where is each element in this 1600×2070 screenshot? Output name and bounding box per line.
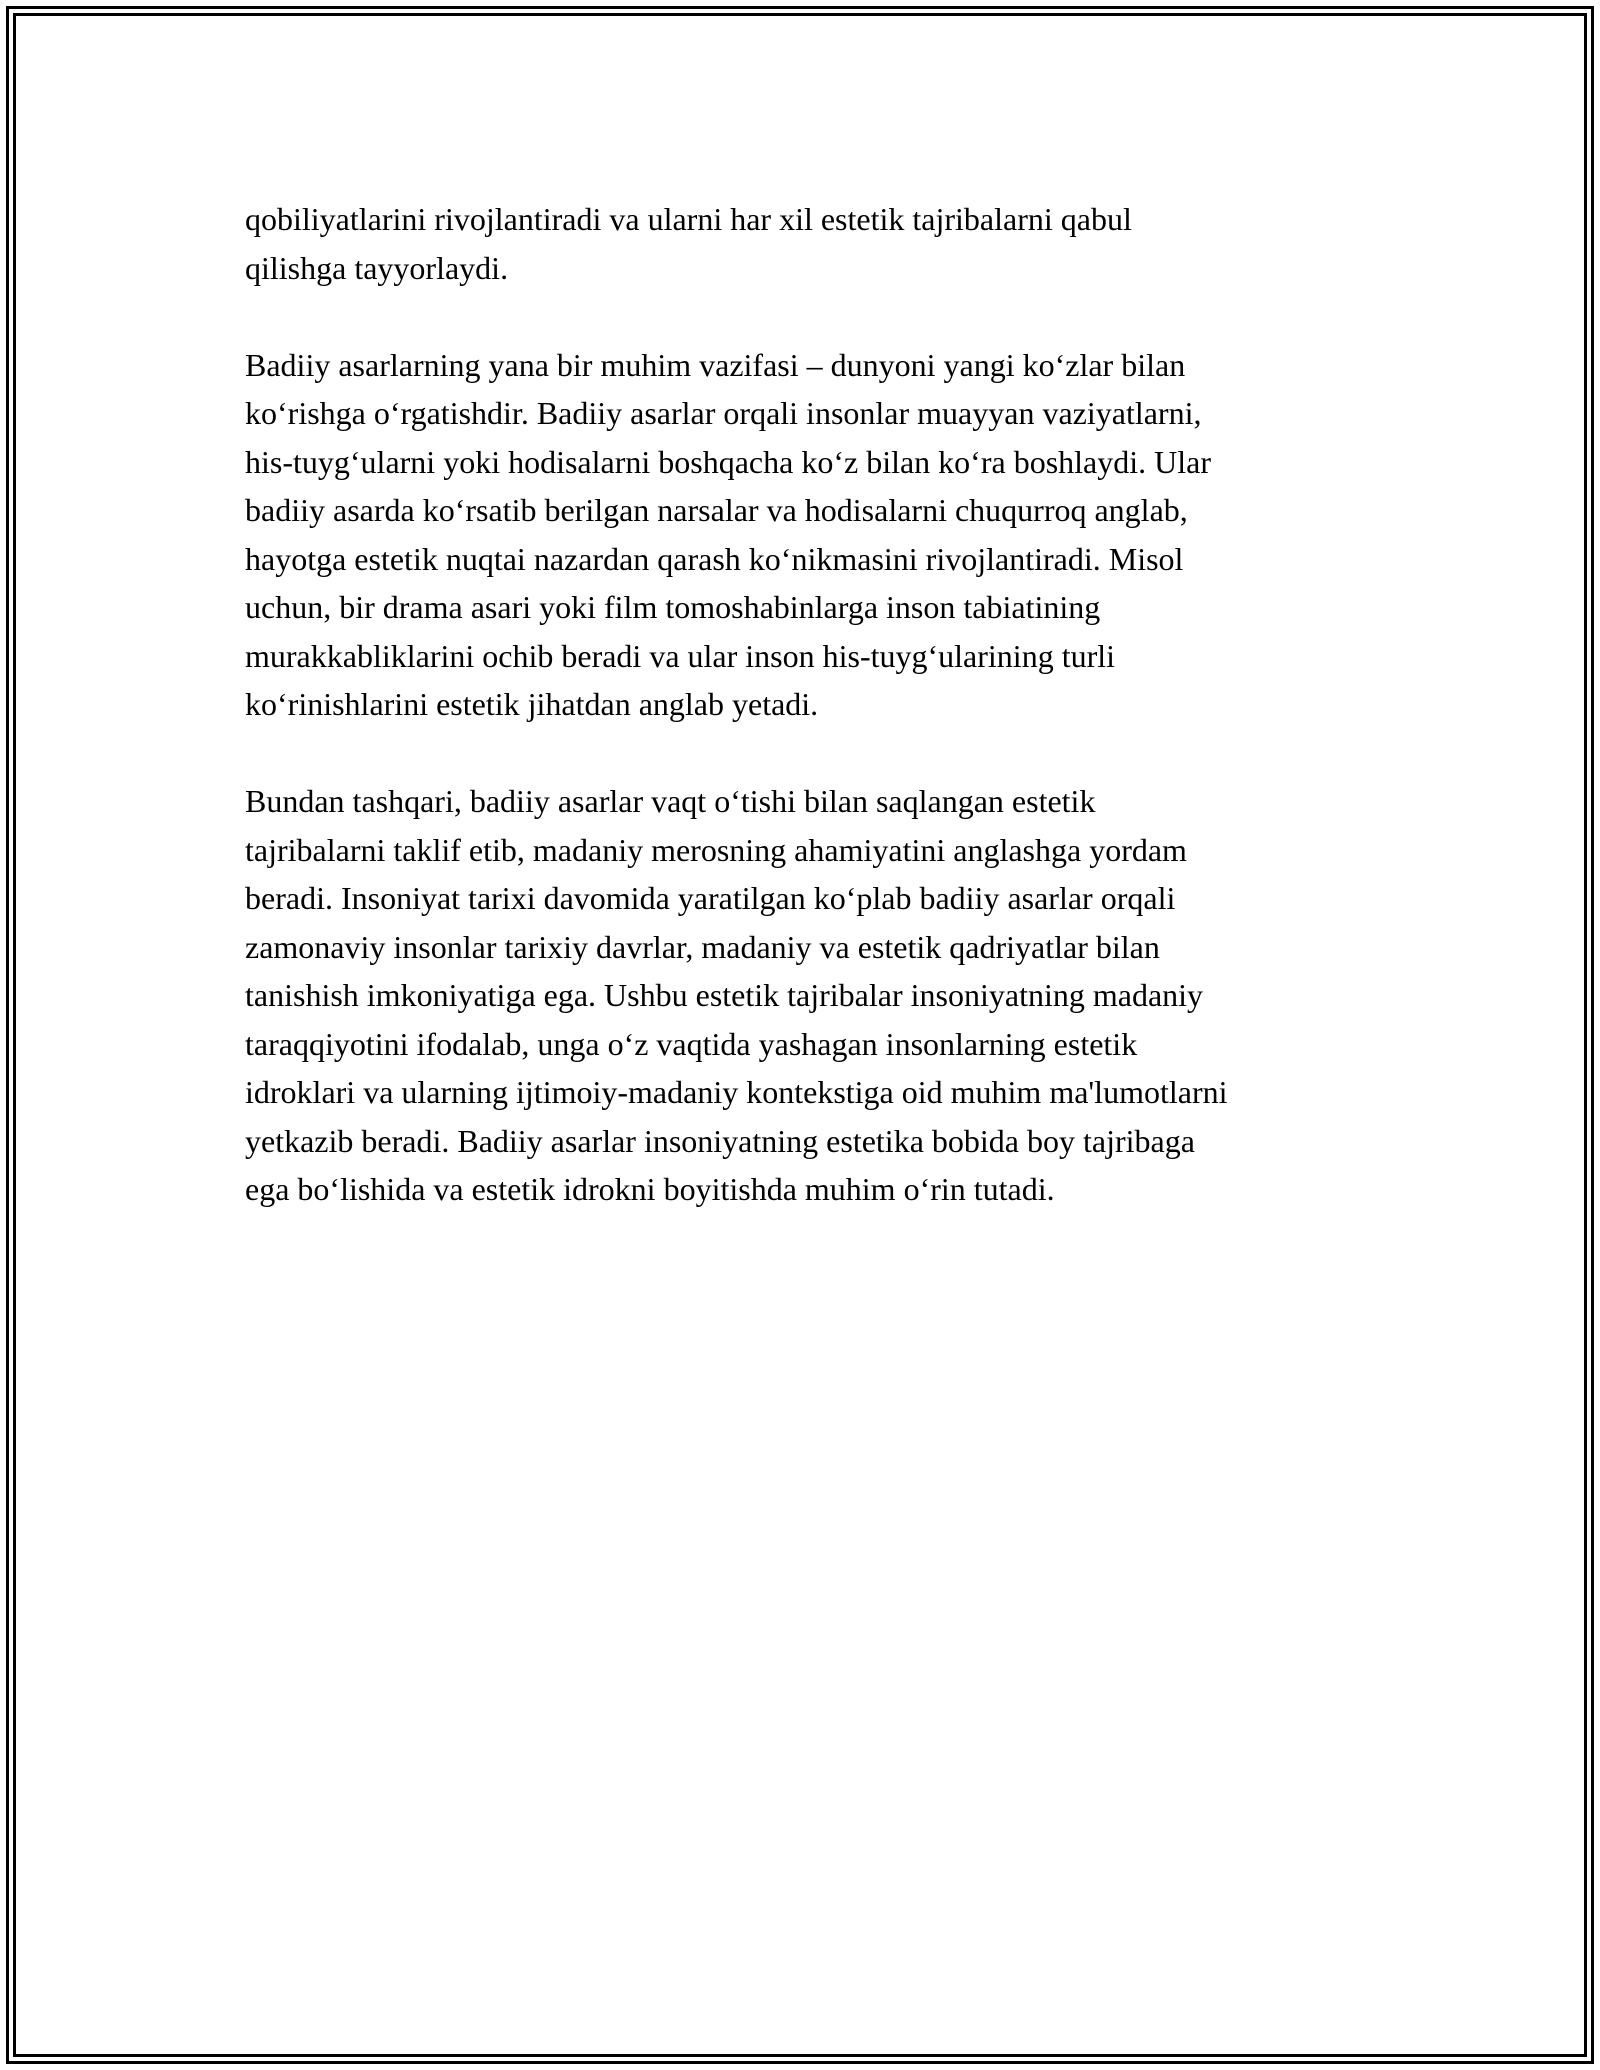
text-line: qilishga tayyorlaydi. — [245, 249, 509, 286]
text-line: murakkabliklarini ochib beradi va ular inson his-tuygʻularining turli — [245, 637, 1116, 674]
paragraph-2 — [245, 341, 1385, 729]
text-line: tanishish imkoniyatiga ega. Ushbu estetik tajribalar insoniyatning madaniy — [245, 977, 1204, 1013]
text-line: tajribalarni taklif etib, madaniy merosning ahamiyatini anglashga yordam — [245, 831, 1187, 868]
paragraph-1 — [245, 195, 1385, 292]
text-line: uchun, bir drama asari yoki film tomoshabinlarga inson tabiatining — [245, 589, 1101, 625]
text-line: idroklari va ularning ijtimoiy-madaniy kontekstiga oid muhim ma'lumotlarni — [245, 1074, 1228, 1110]
page-body — [245, 195, 1385, 1262]
text-line: yetkazib beradi. Badiiy asarlar insoniyatning estetika bobida boy tajribaga — [245, 1122, 1195, 1159]
text-line: koʻrinishlarini estetik jihatdan anglab yetadi. — [245, 686, 819, 722]
text-line: koʻrishga oʻrgatishdir. Badiiy asarlar orqali insonlar muayyan vaziyatlarni, — [245, 395, 1202, 431]
text-line: qobiliyatlarini rivojlantiradi va ularni har xil estetik tajribalarni qabul — [245, 201, 1132, 237]
text-line: Badiiy asarlarning yana bir muhim vazifasi – dunyoni yangi koʻzlar bilan — [245, 346, 1186, 383]
text-line: his-tuygʻularni yoki hodisalarni boshqacha koʻz bilan koʻra boshlaydi. Ular — [245, 443, 1211, 480]
text-line: beradi. Insoniyat tarixi davomida yaratilgan koʻplab badiiy asarlar orqali — [245, 880, 1176, 916]
text-line: hayotga estetik nuqtai nazardan qarash koʻnikmasini rivojlantiradi. Misol — [245, 540, 1184, 577]
text-line: taraqqiyotini ifodalab, unga oʻz vaqtida yashagan insonlarning estetik — [245, 1025, 1138, 1062]
paragraph-3 — [245, 777, 1385, 1214]
page-border-outer — [6, 6, 1594, 2064]
text-line: Bundan tashqari, badiiy asarlar vaqt oʻtishi bilan saqlangan estetik — [245, 783, 1096, 819]
text-line: ega boʻlishida va estetik idrokni boyitishda muhim oʻrin tutadi. — [245, 1171, 1055, 1207]
text-line: zamonaviy insonlar tarixiy davrlar, madaniy va estetik qadriyatlar bilan — [245, 928, 1160, 965]
text-line: badiiy asarda koʻrsatib berilgan narsalar va hodisalarni chuqurroq anglab, — [245, 492, 1188, 528]
